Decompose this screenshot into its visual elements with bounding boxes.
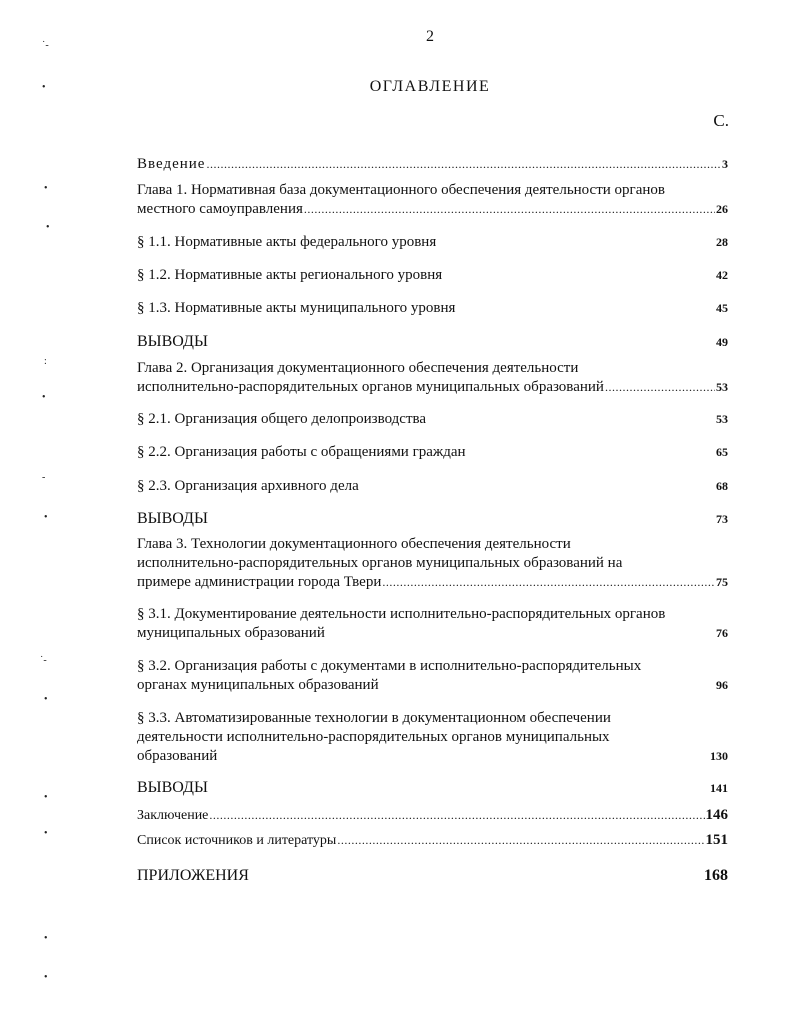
- toc-page-number: 68: [716, 479, 728, 493]
- toc-page-number: 151: [705, 832, 728, 848]
- toc-page-number: 28: [716, 235, 728, 249]
- scan-speck: •: [44, 183, 48, 194]
- toc-entry-title: Глава 1. Нормативная база документационного обеспечения деятельности органов: [137, 182, 665, 198]
- dot-leader: [304, 200, 715, 219]
- toc-entry-chapter-1: [137, 181, 728, 219]
- dot-leader: [382, 573, 715, 592]
- toc-entry-title: ПРИЛОЖЕНИЯ: [137, 867, 249, 884]
- toc-page-number: 130: [710, 749, 728, 763]
- scan-speck: ˙-: [42, 40, 49, 51]
- toc-entry-title: ВЫВОДЫ: [137, 333, 208, 350]
- toc-entry-final-conclusion: [137, 806, 728, 825]
- toc-entry-title: Глава 3. Технологии документационного обеспечения деятельности: [137, 536, 571, 552]
- toc-entry-sources: [137, 831, 728, 850]
- toc-page-number: 141: [710, 781, 728, 795]
- toc-entry-title-cont: органах муниципальных образований: [137, 677, 379, 693]
- scan-speck: •: [44, 512, 48, 523]
- scan-speck: •: [42, 392, 46, 403]
- toc-page-number: 3: [722, 157, 728, 171]
- toc-entry-section-3-2: [137, 657, 728, 695]
- toc-page-number: 26: [716, 202, 728, 216]
- scan-speck: •: [44, 933, 48, 944]
- toc-entry-title: Список источников и литературы: [137, 833, 337, 848]
- toc-entry-title: ВЫВОДЫ: [137, 779, 208, 796]
- scan-speck: ˙-: [40, 655, 47, 666]
- toc-entry-section-3-3: [137, 709, 728, 766]
- toc-entry-title-cont: местного самоуправления: [137, 201, 303, 217]
- toc-entry-title: ВЫВОДЫ: [137, 510, 208, 527]
- scan-speck: •: [42, 82, 46, 93]
- toc-entry-conclusions-2: [137, 509, 728, 529]
- toc-entry-title: Глава 2. Организация документационного обеспечения деятельности: [137, 360, 579, 376]
- dot-leader: [206, 155, 721, 174]
- scan-speck: •: [46, 222, 50, 233]
- page-title: ОГЛАВЛЕНИЕ: [369, 78, 491, 95]
- toc-page-number: 73: [716, 512, 728, 526]
- toc-entry-title: Введение: [137, 156, 206, 172]
- toc-entry-title: § 2.2. Организация работы с обращениями граждан: [137, 444, 466, 460]
- toc-entry-title: § 3.1. Документирование деятельности исполнительно-распорядительных органов: [137, 606, 666, 622]
- toc-entry-title: § 1.2. Нормативные акты регионального уровня: [137, 267, 443, 283]
- toc-page-number: 53: [716, 380, 728, 394]
- toc-page-number: 168: [704, 867, 728, 884]
- dot-leader: [337, 831, 704, 850]
- toc-entry-title-cont: исполнительно-распорядительных органов муниципальных образований на: [137, 555, 623, 571]
- toc-entry-title: Заключение: [137, 808, 209, 823]
- toc-entry-title: § 2.3. Организация архивного дела: [137, 478, 359, 494]
- scan-speck: •: [44, 828, 48, 839]
- scan-speck: •: [44, 972, 48, 983]
- toc-page-number: 76: [716, 626, 728, 640]
- toc-entry-chapter-2: [137, 359, 728, 397]
- toc-entry-section-1-1: [137, 233, 728, 252]
- toc-entry-section-2-1: [137, 410, 728, 429]
- toc-entry-title-cont: примере администрации города Твери: [137, 574, 382, 590]
- toc-entry-title: § 1.1. Нормативные акты федерального уровня: [137, 234, 437, 250]
- toc-entry-chapter-3: [137, 535, 728, 592]
- toc-page-number: 42: [716, 268, 728, 282]
- toc-entry-section-1-3: [137, 299, 728, 318]
- toc-entry-title: § 3.3. Автоматизированные технологии в документационном обеспечении: [137, 710, 611, 726]
- toc-page-number: 146: [705, 807, 728, 823]
- dot-leader: [605, 378, 715, 397]
- toc-entry-appendices: [137, 866, 728, 885]
- scan-speck: -: [42, 472, 46, 483]
- toc-entry-title: § 3.2. Организация работы с документами в исполнительно-распорядительных: [137, 658, 642, 674]
- scan-speck: •: [44, 694, 48, 705]
- page-number: 2: [426, 28, 434, 45]
- toc-entry-section-1-2: [137, 266, 728, 285]
- toc-page-number: 45: [716, 301, 728, 315]
- toc-entry-section-3-1: [137, 605, 728, 643]
- toc-page-number: 75: [716, 575, 728, 589]
- toc-entry-title-cont: муниципальных образований: [137, 625, 325, 641]
- dot-leader: [209, 806, 704, 825]
- toc-page-number: 65: [716, 445, 728, 459]
- toc-entry-conclusions-1: [137, 332, 728, 352]
- toc-page-number: 96: [716, 678, 728, 692]
- toc-entry-title-cont: деятельности исполнительно-распорядительных органов муниципальных: [137, 729, 610, 745]
- toc-entry-title-cont: образований: [137, 748, 218, 764]
- toc-entry-conclusions-3: [137, 778, 728, 798]
- toc-entry-section-2-3: [137, 477, 728, 496]
- toc-entry-title: § 2.1. Организация общего делопроизводства: [137, 411, 427, 427]
- toc-page-number: 49: [716, 335, 728, 349]
- toc-page-number: 53: [716, 412, 728, 426]
- toc-entry-title: § 1.3. Нормативные акты муниципального уровня: [137, 300, 456, 316]
- toc-entry-section-2-2: [137, 443, 728, 462]
- scan-speck: :: [44, 356, 47, 367]
- toc-entry-title-cont: исполнительно-распорядительных органов муниципальных образований: [137, 379, 604, 395]
- toc-entry-intro: [137, 155, 728, 174]
- page-column-label: С.: [713, 111, 729, 130]
- scan-speck: •: [44, 792, 48, 803]
